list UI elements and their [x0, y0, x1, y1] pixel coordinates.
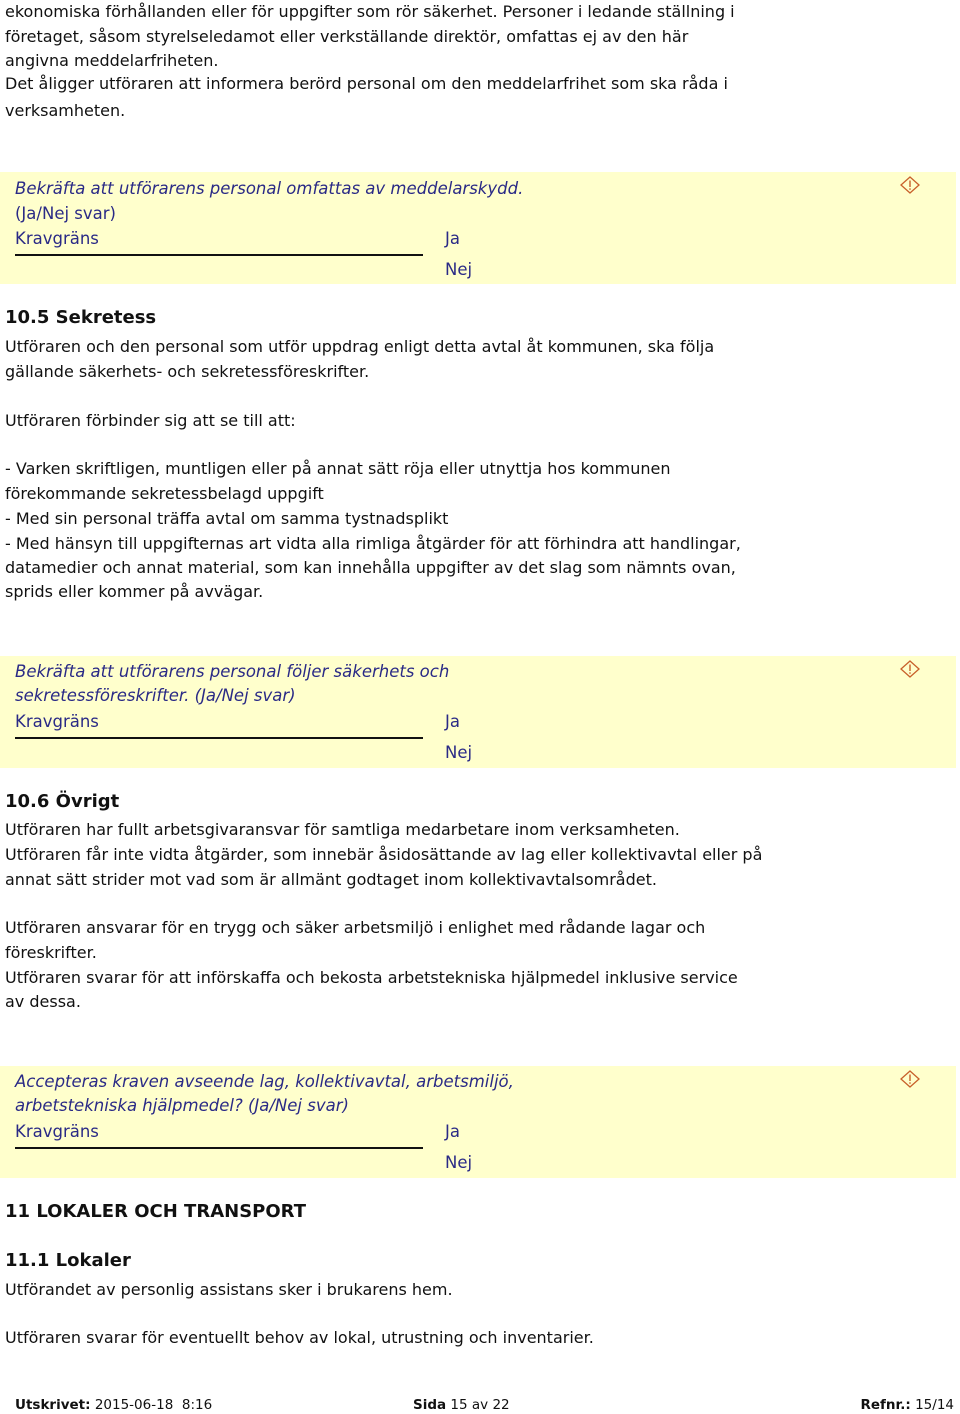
- page-label: Sida: [413, 1397, 447, 1413]
- warning-icon: [900, 176, 920, 194]
- text-line: datamedier och annat material, som kan innehålla uppgifter av det slag som nämnts ovan,: [5, 558, 736, 577]
- requirement-box: [0, 656, 956, 768]
- section-heading: 11.1 Lokaler: [5, 1250, 131, 1271]
- section-heading: 10.6 Övrigt: [5, 791, 120, 812]
- question-text: Accepteras kraven avseende lag, kollektivavtal, arbetsmiljö,: [15, 1072, 514, 1091]
- requirement-box: [0, 1066, 956, 1178]
- warning-icon: [900, 1070, 920, 1088]
- text-line: annat sätt strider mot vad som är allmänt godtaget inom kollektivavtalsområdet.: [5, 870, 657, 889]
- text-line: Utföraren förbinder sig att se till att:: [5, 411, 296, 430]
- answer-line: [15, 737, 423, 739]
- printed-label: Utskrivet:: [15, 1397, 91, 1413]
- footer-ref: [861, 1397, 955, 1413]
- text-line: Utföraren har fullt arbetsgivaransvar för samtliga medarbetare inom verksamheten.: [5, 820, 680, 839]
- requirement-box: [0, 172, 956, 284]
- text-line: Utföraren svarar för eventuellt behov av lokal, utrustning och inventarier.: [5, 1328, 594, 1347]
- option-no[interactable]: Nej: [445, 743, 473, 762]
- text-line: ekonomiska förhållanden eller för uppgifter som rör säkerhet. Personer i ledande ställning i: [5, 2, 735, 21]
- text-line: förekommande sekretessbelagd uppgift: [5, 484, 324, 503]
- text-line: föreskrifter.: [5, 943, 97, 962]
- text-line: verksamheten.: [5, 101, 126, 120]
- text-line: angivna meddelarfriheten.: [5, 51, 219, 70]
- text-line: sprids eller kommer på avvägar.: [5, 582, 264, 601]
- ref-label: Refnr.:: [860, 1397, 911, 1413]
- option-no[interactable]: Nej: [445, 1153, 473, 1172]
- footer-printed: [15, 1397, 212, 1413]
- kravgrans-label: Kravgräns: [15, 712, 99, 731]
- kravgrans-label: Kravgräns: [15, 1122, 99, 1141]
- option-yes[interactable]: Ja: [445, 712, 460, 731]
- chapter-heading: 11 LOKALER OCH TRANSPORT: [5, 1201, 306, 1222]
- kravgrans-label: Kravgräns: [15, 229, 99, 248]
- question-text: (Ja/Nej svar): [15, 204, 116, 223]
- text-line: gällande säkerhets- och sekretessföreskrifter.: [5, 362, 370, 381]
- printed-value: 2015-06-18 8:16: [94, 1397, 213, 1413]
- text-line: Utföraren och den personal som utför uppdrag enligt detta avtal åt kommunen, ska följa: [5, 337, 715, 356]
- text-line: Utföraren får inte vidta åtgärder, som innebär åsidosättande av lag eller kollektivavtal eller på: [5, 845, 763, 864]
- footer-page: [413, 1397, 510, 1413]
- option-yes[interactable]: Ja: [445, 1122, 460, 1141]
- question-text: sekretessföreskrifter. (Ja/Nej svar): [15, 686, 296, 705]
- section-heading: 10.5 Sekretess: [5, 307, 157, 328]
- text-line: - Med hänsyn till uppgifternas art vidta alla rimliga åtgärder för att förhindra att handlingar,: [5, 534, 741, 553]
- text-line: Utförandet av personlig assistans sker i brukarens hem.: [5, 1280, 453, 1299]
- text-line: Utföraren ansvarar för en trygg och säker arbetsmiljö i enlighet med rådande lagar och: [5, 918, 706, 937]
- text-line: Det åligger utföraren att informera berörd personal om den meddelarfrihet som ska råda i: [5, 74, 728, 93]
- text-line: - Med sin personal träffa avtal om samma tystnadsplikt: [5, 509, 449, 528]
- text-line: - Varken skriftligen, muntligen eller på annat sätt röja eller utnyttja hos kommunen: [5, 459, 671, 478]
- text-line: av dessa.: [5, 992, 81, 1011]
- text-line: Utföraren svarar för att införskaffa och bekosta arbetstekniska hjälpmedel inklusive service: [5, 968, 738, 987]
- answer-line: [15, 1147, 423, 1149]
- question-text: Bekräfta att utförarens personal omfattas av meddelarskydd.: [15, 179, 524, 198]
- answer-line: [15, 254, 423, 256]
- page-value: 15 av 22: [450, 1397, 510, 1413]
- question-text: arbetstekniska hjälpmedel? (Ja/Nej svar): [15, 1096, 349, 1115]
- text-line: företaget, såsom styrelseledamot eller verkställande direktör, omfattas ej av den här: [5, 27, 689, 46]
- question-text: Bekräfta att utförarens personal följer säkerhets och: [15, 662, 450, 681]
- ref-value: 15/14: [915, 1397, 954, 1413]
- option-no[interactable]: Nej: [445, 260, 473, 279]
- option-yes[interactable]: Ja: [445, 229, 460, 248]
- warning-icon: [900, 660, 920, 678]
